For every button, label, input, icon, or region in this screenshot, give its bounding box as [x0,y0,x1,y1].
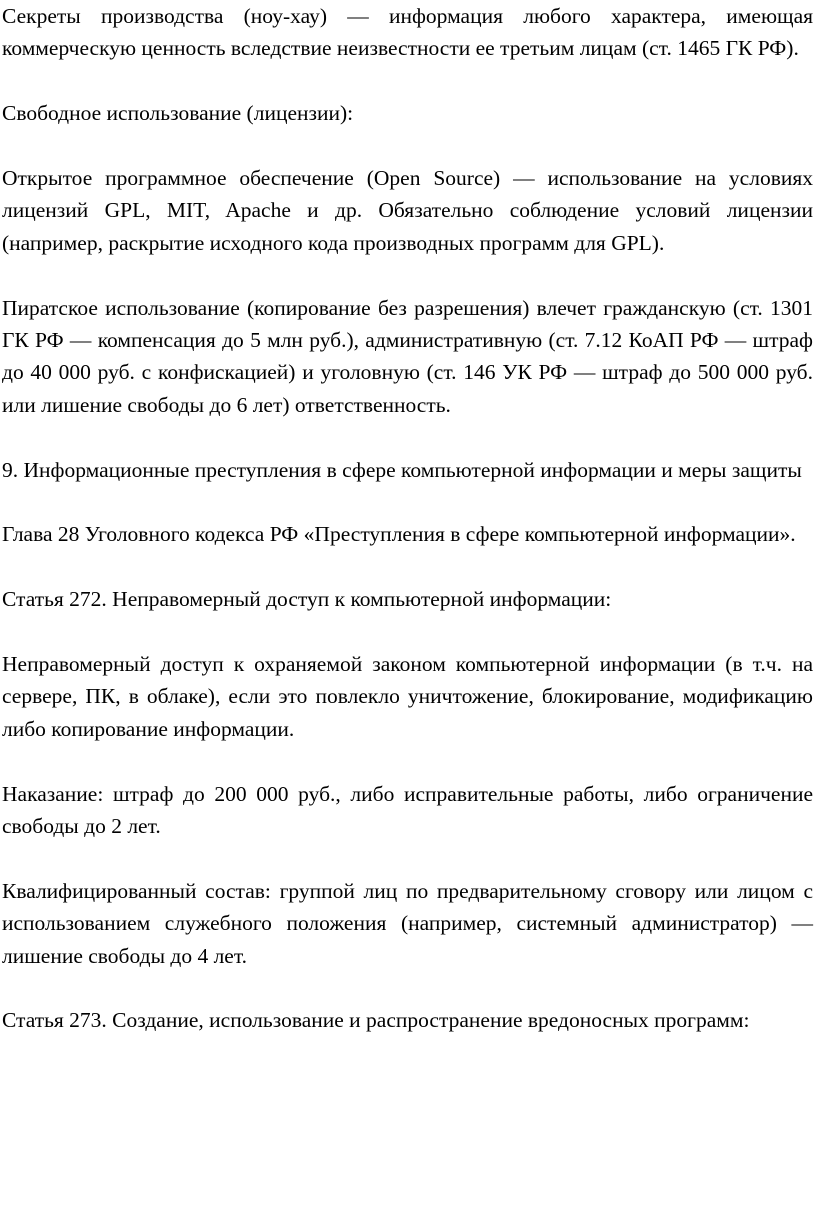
paragraph-open-source: Открытое программное обеспечение (Open Source) — использование на условиях лицензий GPL, MIT, Apache и др. Обязательно соблюдение условий лицензии (например, раскрытие исходного кода производных программ для GPL). [2,166,813,255]
paragraph-article-273-heading: Статья 273. Создание, использование и распространение вредоносных программ: [2,1008,750,1033]
paragraph-free-use-heading: Свободное использование (лицензии): [2,101,354,126]
paragraph-article-272-punishment: Наказание: штраф до 200 000 руб., либо исправительные работы, либо ограничение свободы до 2 лет. [2,781,813,839]
paragraph-know-how-definition: Секреты производства (ноу-хау) — информация любого характера, имеющая коммерческую ценность вследствие неизвестности ее третьим лицам (ст. 1465 ГК РФ). [2,4,813,61]
paragraph-section-9-heading: 9. Информационные преступления в сфере компьютерной информации и меры защиты [2,457,802,482]
paragraph-article-272-heading: Статья 272. Неправомерный доступ к компьютерной информации: [2,587,612,612]
paragraph-article-272-qualified: Квалифицированный состав: группой лиц по предварительному сговору или лицом с использованием служебного положения (например, системный администратор) — лишение свободы до 4 лет. [2,878,813,968]
paragraph-piracy-liability: Пиратское использование (копирование без разрешения) влечет гражданскую (ст. 1301 ГК РФ — компенсация до 5 млн руб.), административную (ст. 7.12 КоАП РФ — штраф до 40 000 руб. с конфискацией) и уголовную (ст. 146 УК РФ — штраф до 500 000 руб. или лишение свободы до 6 лет) ответственность. [2,295,813,417]
paragraph-chapter-28: Глава 28 Уголовного кодекса РФ «Преступления в сфере компьютерной информации». [2,522,796,547]
paragraph-article-272-definition: Неправомерный доступ к охраняемой законом компьютерной информации (в т.ч. на сервере, ПК, в облаке), если это повлекло уничтожение, блокирование, модификацию либо копирование информации. [2,652,813,741]
